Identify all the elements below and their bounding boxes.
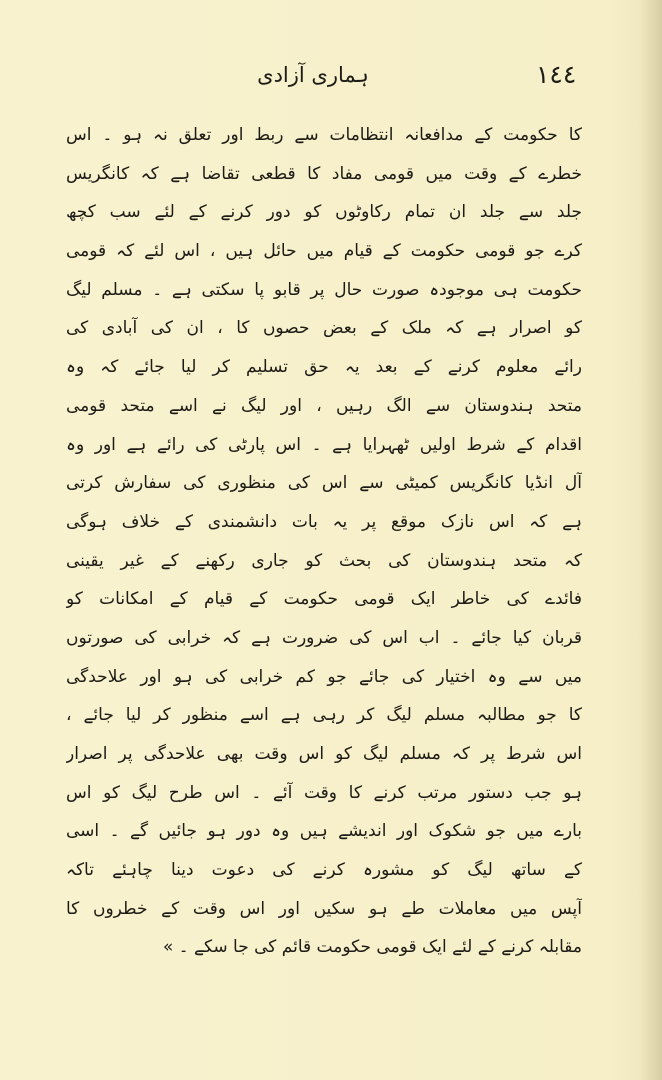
text-line: قربان کیا جائے ۔ اب اس کی ضرورت ہے کہ خرابی کی صورتوں (66, 627, 582, 648)
text-line: آل انڈیا کانگریس کمیٹی سے اس کی منظوری کی سفارش کرتی (66, 473, 582, 494)
text-line: کا جو مطالبہ مسلم لیگ کر رہی ہے اسے منظور کر لیا جائے ، (66, 705, 582, 726)
page-edge-shadow (640, 0, 662, 1080)
text-line: میں سے وہ اختیار کی جائے جو کم خرابی کی ہو اور علاحدگی (66, 666, 582, 687)
text-line: کہ متحد ہندوستان کی بحث کو جاری رکھنے کے غیر یقینی (66, 550, 582, 571)
text-line: آپس میں معاملات طے ہو سکیں اور اس وقت کے خطروں کا (66, 898, 582, 919)
text-line: متحد ہندوستان سے الگ رہیں ، اور لیگ نے اسے متحد قومی (66, 395, 582, 416)
running-title: ہماری آزادی (257, 63, 369, 87)
text-line: رائے معلوم کرنے کے بعد یہ حق تسلیم کر لیا جائے کہ وہ (66, 357, 582, 378)
text-line: فائدے کی خاطر ایک قومی حکومت کے قیام کے امکانات کو (66, 589, 582, 610)
text-line: جلد سے جلد ان تمام رکاوٹوں کو دور کرنے کے لئے سب کچھ (66, 202, 582, 223)
text-line: خطرے کے وقت میں قومی مفاد کا قطعی تقاضا ہے کہ کانگریس (66, 163, 582, 184)
text-line: کو اصرار ہے کہ ملک کے بعض حصوں کا ، ان کی آبادی کی (66, 318, 582, 339)
body-text (66, 116, 582, 967)
text-line: کا حکومت کے مدافعانہ انتظامات سے ربط اور تعلق نہ ہو ۔ اس (66, 125, 582, 145)
text-line: کے ساتھ لیگ کو مشورہ کرنے کی دعوت دینا چاہئے تاکہ (66, 860, 582, 881)
page-number: ١٤٤ (536, 60, 577, 89)
text-line: بارے میں جو شکوک اور اندیشے ہیں وہ دور ہو جائیں گے ۔ اسی (66, 821, 582, 842)
text-line: ہے کہ اس نازک موقع پر یہ بات دانشمندی کے خلاف ہوگی (66, 511, 582, 532)
text-line: اس شرط پر کہ مسلم لیگ کو اس وقت بھی علاحدگی پر اصرار (66, 744, 582, 764)
text-line: اقدام کے شرط اولیں ٹھہرایا ہے ۔ اس پارٹی کی رائے ہے اور وہ (66, 434, 582, 455)
text-line: کرے جو قومی حکومت کے قیام میں حائل ہیں ، اس لئے کہ قومی (66, 241, 582, 262)
text-line: ہو جب دستور مرتب کرنے کا وقت آئے ۔ اس طرح لیگ کو اس (66, 782, 582, 803)
text-line: مقابلہ کرنے کے لئے ایک قومی حکومت قائم کی جا سکے ۔ » (162, 937, 582, 958)
text-line: حکومت ہی موجودہ صورت حال پر قابو پا سکتی ہے ۔ مسلم لیگ (66, 279, 582, 300)
page-header (0, 58, 662, 92)
